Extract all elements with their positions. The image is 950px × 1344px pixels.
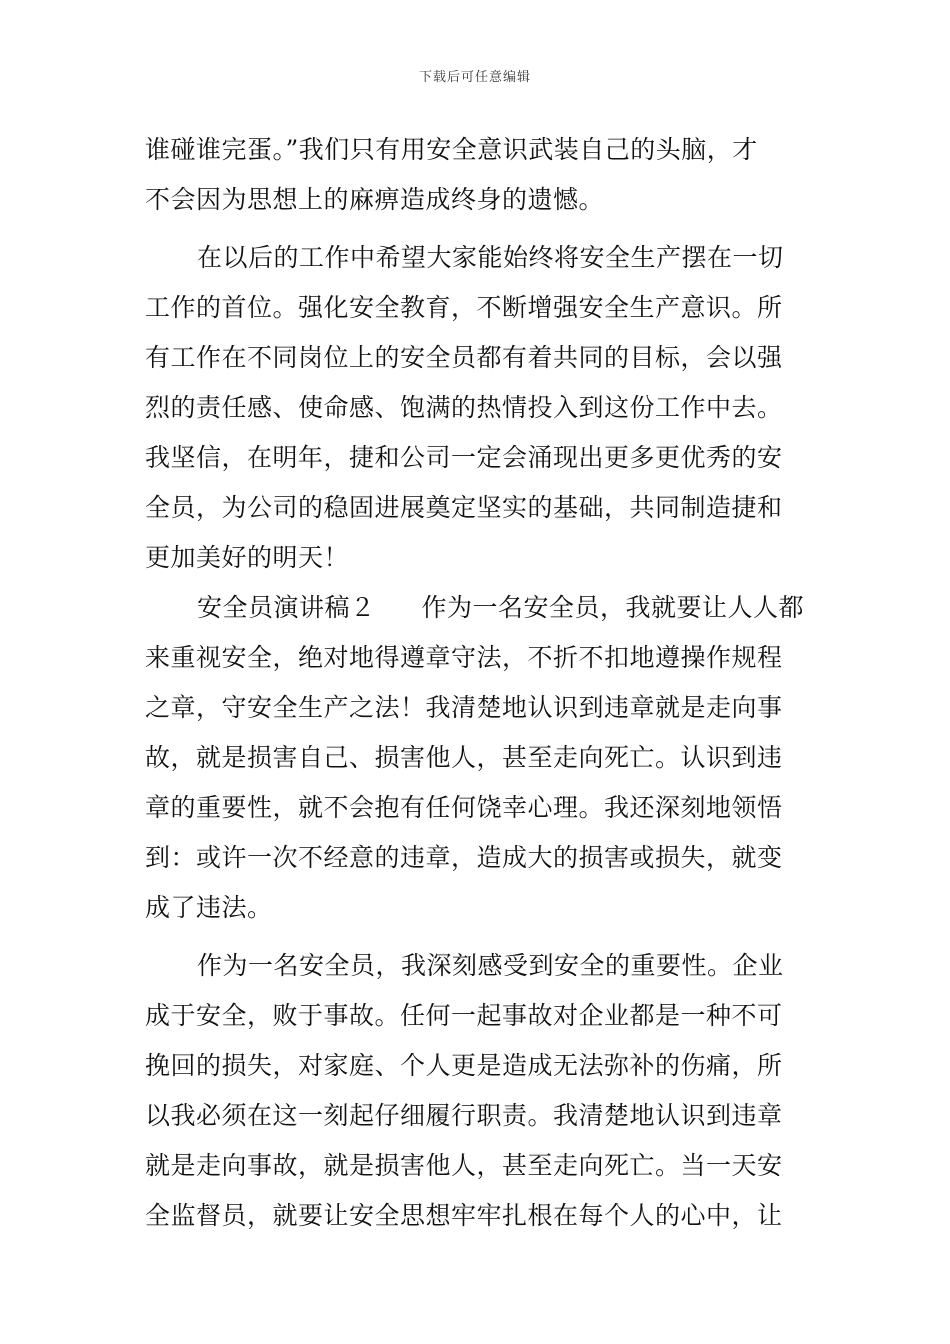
paragraph-4 (145, 941, 809, 1241)
paragraph-line: 有工作在不同岗位上的安全员都有着共同的目标，会以强 (145, 343, 783, 372)
paragraph-line: 到：或许一次不经意的违章，造成大的损害或损失，就变 (145, 843, 783, 872)
paragraph-line: 更加美好的明天！ (145, 543, 350, 572)
paragraph-line: 工作的首位。强化安全教育，不断增强安全生产意识。所 (145, 293, 783, 322)
header-note: 下载后可任意编辑 (418, 70, 531, 85)
paragraph-line: 之章，守安全生产之法！我清楚地认识到违章就是走向事 (145, 693, 783, 722)
paragraph-line: 就是走向事故，就是损害他人，甚至走向死亡。当一天安 (145, 1151, 783, 1180)
paragraph-line: 来重视安全，绝对地得遵章守法，不折不扣地遵操作规程 (145, 643, 783, 672)
paragraph-line: 挽回的损失，对家庭、个人更是造成无法弥补的伤痛，所 (145, 1051, 783, 1080)
section-heading: 安全员演讲稿２ (197, 593, 376, 622)
paragraph-line: 以我必须在这一刻起仔细履行职责。我清楚地认识到违章 (145, 1101, 783, 1130)
paragraph-line (145, 583, 809, 633)
paragraph-line: 全员，为公司的稳固进展奠定坚实的基础，共同制造捷和 (145, 493, 783, 522)
paragraph-line: 成了违法。 (145, 893, 273, 922)
paragraph-line: 作为一名安全员，我深刻感受到安全的重要性。企业 (197, 951, 784, 980)
paragraph-line: 成于安全，败于事故。任何一起事故对企业都是一种不可 (145, 1001, 783, 1030)
paragraph-line-text: 作为一名安全员，我就要让人人都 (421, 593, 805, 622)
paragraph-line: 我坚信，在明年，捷和公司一定会涌现出更多更优秀的安 (145, 443, 783, 472)
paragraph-line: 全监督员，就要让安全思想牢牢扎根在每个人的心中，让 (145, 1201, 783, 1230)
paragraph-3 (145, 583, 809, 933)
paragraph-1 (145, 125, 809, 225)
document-body (145, 125, 809, 1241)
paragraph-line: 在以后的工作中希望大家能始终将安全生产摆在一切 (197, 243, 784, 272)
paragraph-line: 章的重要性，就不会抱有任何饶幸心理。我还深刻地领悟 (145, 793, 783, 822)
paragraph-line: 故，就是损害自己、损害他人，甚至走向死亡。认识到违 (145, 743, 783, 772)
paragraph-line: 烈的责任感、使命感、饱满的热情投入到这份工作中去。 (145, 393, 783, 422)
paragraph-2 (145, 233, 809, 583)
paragraph-line: 不会因为思想上的麻痹造成终身的遗憾。 (145, 185, 605, 214)
paragraph-line: 谁碰谁完蛋。”我们只有用安全意识武装自己的头脑，才 (145, 135, 758, 164)
